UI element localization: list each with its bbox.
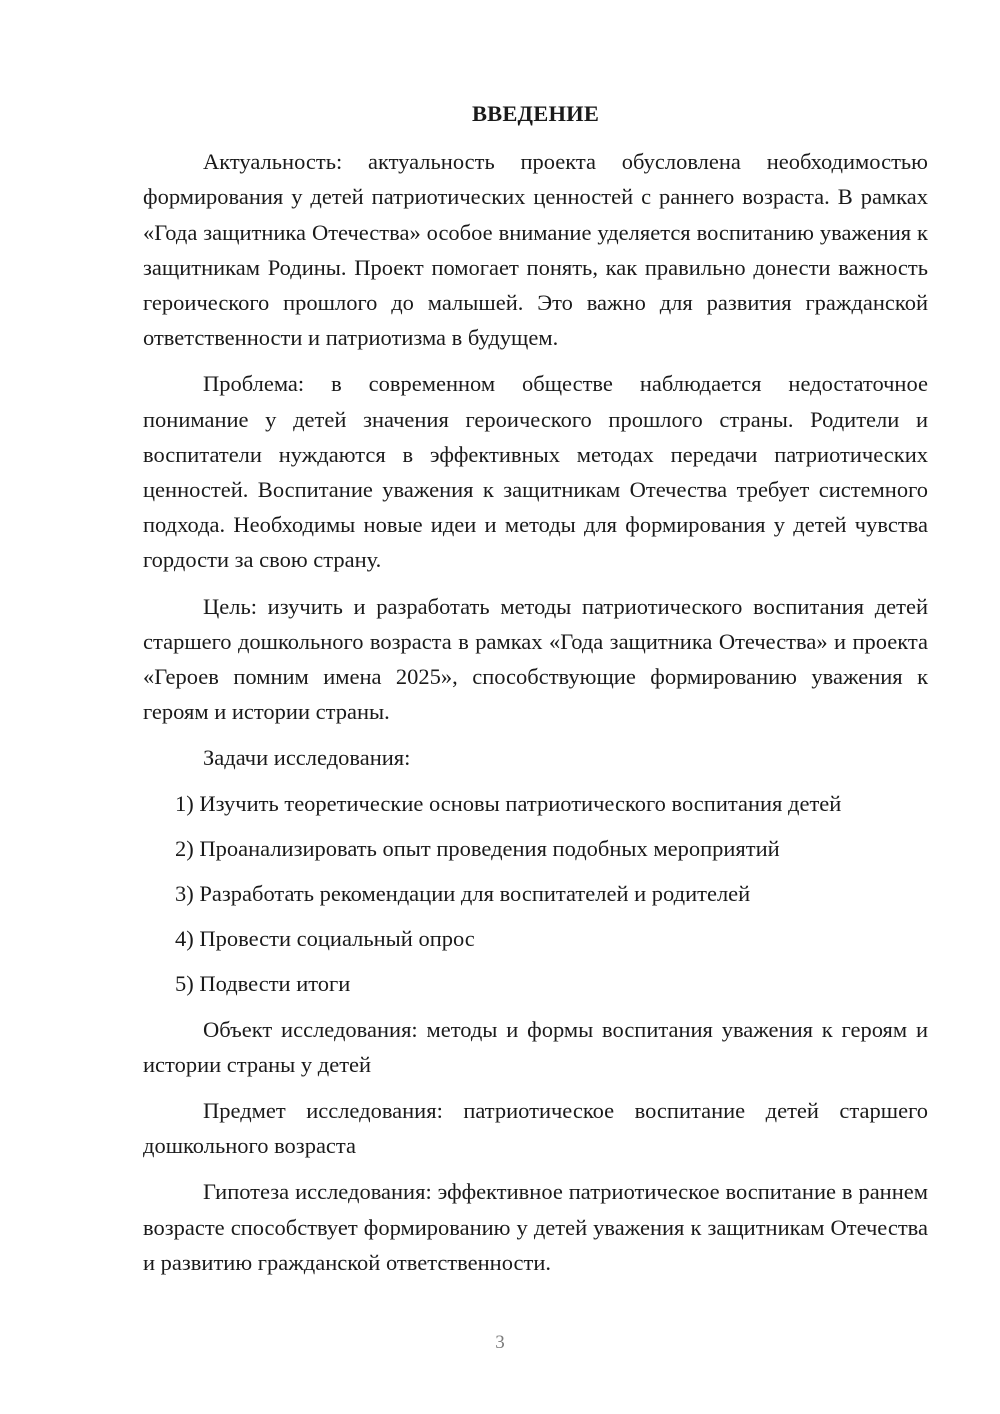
relevance-paragraph: Актуальность: актуальность проекта обусловлена необходимостью формирования у детей патриотических ценностей с раннего возраста. В рамках «Года защитника Отечества» особое внимание уделяется воспитанию уважения к защитникам Родины. Проект помогает понять, как правильно донести важность героического прошлого до малышей. Это важно для развития гражданской ответственности и патриотизма в будущем. xyxy=(143,149,928,351)
page-number: 3 xyxy=(495,1332,505,1353)
tasks-heading: Задачи исследования: xyxy=(203,745,411,771)
task-list xyxy=(143,786,928,1002)
goal-paragraph: Цель: изучить и разработать методы патриотического воспитания детей старшего дошкольного возраста в рамках «Года защитника Отечества» и проекта «Героев помним имена 2025», способствующие формированию уважения к героям и истории страны. xyxy=(143,593,928,725)
page-title: ВВЕДЕНИЕ xyxy=(471,101,600,126)
task-item: 3) Разработать рекомендации для воспитателей и родителей xyxy=(175,881,751,907)
page-content xyxy=(143,96,928,1280)
task-item: 1) Изучить теоретические основы патриотического воспитания детей xyxy=(175,790,842,816)
object-paragraph: Объект исследования: методы и формы воспитания уважения к героям и истории страны у детей xyxy=(143,1016,928,1077)
task-item: 5) Подвести итоги xyxy=(175,971,351,997)
task-item: 4) Провести социальный опрос xyxy=(175,926,475,952)
hypothesis-paragraph: Гипотеза исследования: эффективное патриотическое воспитание в раннем возрасте способствует формированию у детей уважения к защитникам Отечества и развитию гражданской ответственности. xyxy=(143,1179,928,1275)
subject-paragraph: Предмет исследования: патриотическое воспитание детей старшего дошкольного возраста xyxy=(143,1098,928,1159)
problem-paragraph: Проблема: в современном обществе наблюдается недостаточное понимание у детей значения героического прошлого страны. Родители и воспитатели нуждаются в эффективных методах передачи патриотических ценностей. Воспитание уважения к защитникам Отечества требует системного подхода. Необходимы новые идеи и методы для формирования у детей чувства гордости за свою страну. xyxy=(143,371,928,573)
task-item: 2) Проанализировать опыт проведения подобных мероприятий xyxy=(175,835,780,861)
